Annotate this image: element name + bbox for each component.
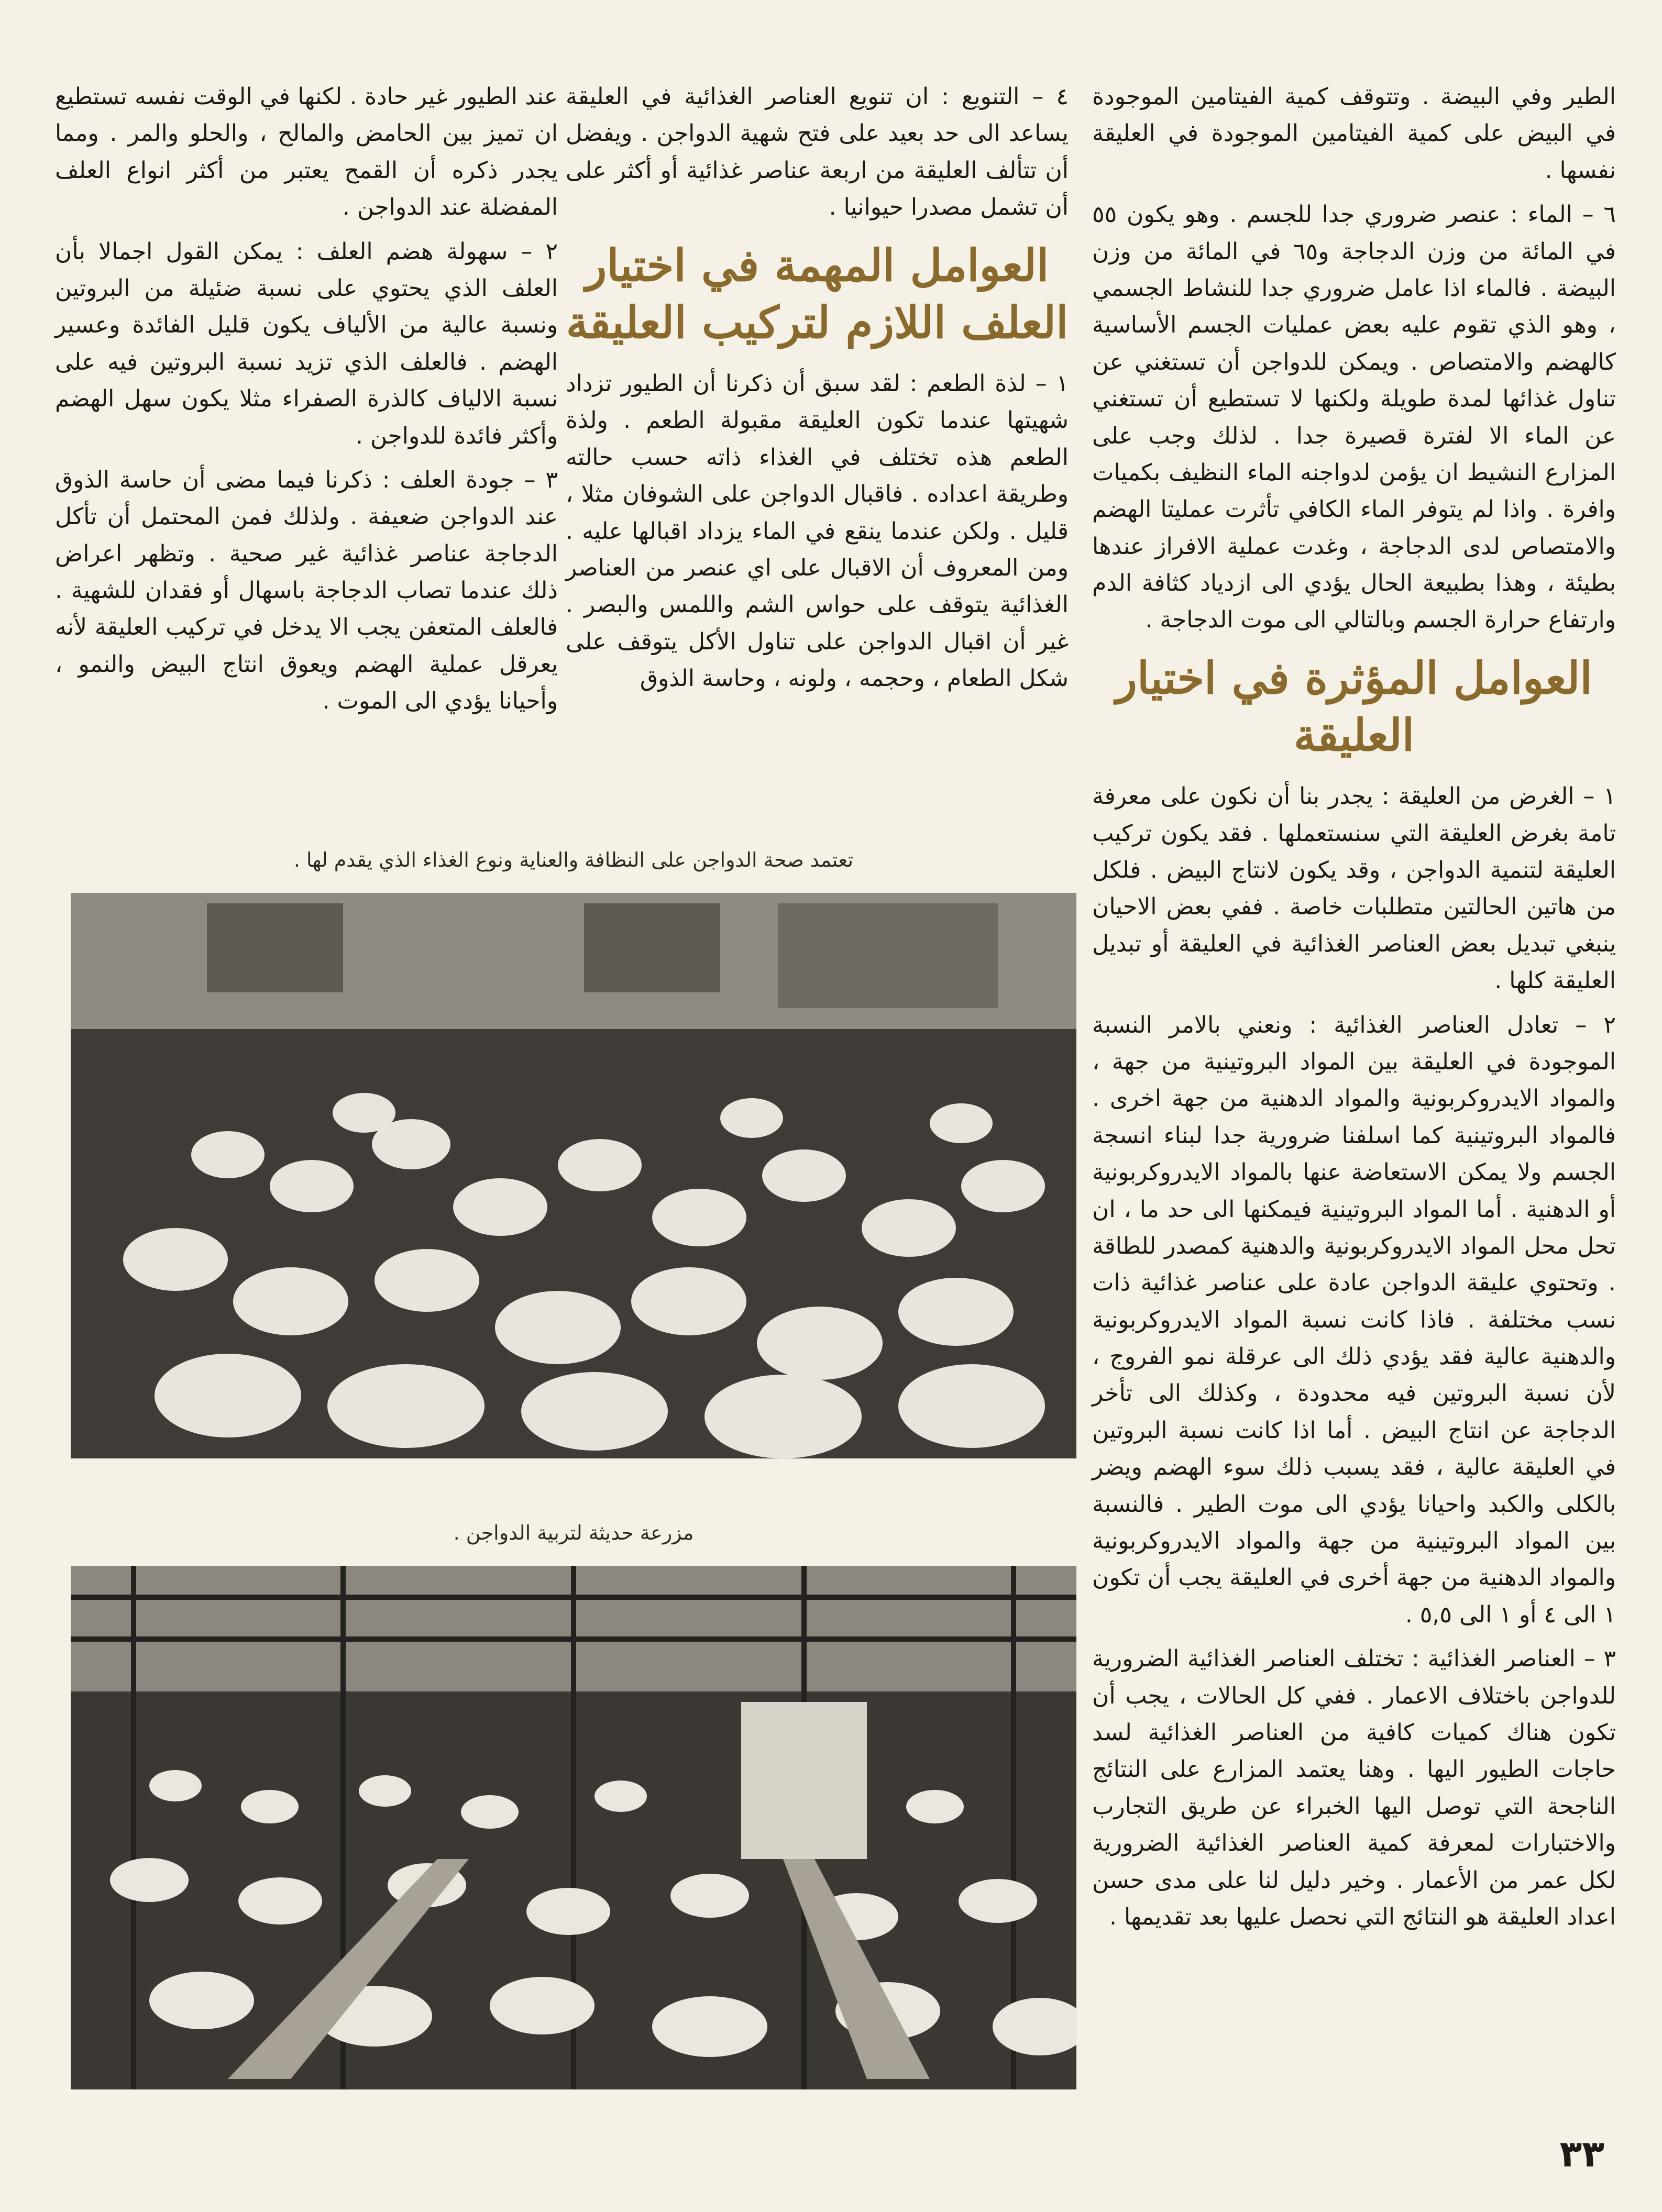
column-middle bbox=[566, 79, 1069, 704]
page-number: ٣٣ bbox=[1559, 2132, 1604, 2175]
photo-caption-modern-farm: مزرعة حديثة لتربية الدواجن . bbox=[453, 1521, 694, 1544]
paragraph: ٦ – الماء : عنصر ضروري جدا للجسم . وهو يكون ٥٥ في المائة من وزن الدجاجة و٦٥ في المائة من وزن البيضة . فالماء اذا عامل ضروري جدا للنشاط الجسمي ، وهو الذي تقوم عليه بعض عمليات الجسم الأساسية كالهضم والامتصاص . ويمكن للدواجن أن تستغني عن تناول غذائها لمدة طويلة ولكنها لا تستطيع أن تستغني عن الماء الا لفترة قصيرة جدا . لذلك وجب على المزارع النشيط ان يؤمن لدواجنه الماء النظيف بكميات وافرة . واذا لم يتوفر الماء الكافي تأثرت عمليتا الهضم والامتصاص لدى الدجاجة ، وغدت عملية الافراز عندها بطيئة ، وهذا بطبيعة الحال يؤدي الى ازدياد كثافة الدم وارتفاع حرارة الجسم وبالتالي الى موت الدجاجة . bbox=[1092, 201, 1616, 634]
section-heading-important-factors: العوامل المهمة في اختيار العلف اللازم لتركيب العليقة bbox=[566, 239, 1069, 348]
photo-modern-poultry-farm bbox=[71, 1566, 1076, 2089]
paragraph: ٣ – العناصر الغذائية : تختلف العناصر الغذائية الضرورية للدواجن باختلاف الاعمار . ففي كل الحالات ، يجب أن تكون هناك كميات كافية من العناصر الغذائية لسد حاجات الطيور اليها . وهنا يعتمد المزارع على النتائج الناجحة التي توصل اليها الخبراء عن طريق التجارب والاختبارات لمعرفة كمية العناصر الغذائية الضرورية لكل عمر من الأعمار . وخير دليل لنا على مدى حسن اعداد العليقة هو النتائج التي نحصل عليها بعد تقديمها . bbox=[1092, 1645, 1616, 1930]
paragraph: ٢ – تعادل العناصر الغذائية : ونعني بالامر النسبة الموجودة في العليقة بين المواد البروتينية من جهة ، والمواد الايدروكربونية والمواد الدهنية من جهة اخرى . فالمواد البروتينية كما اسلفنا ضرورية جدا لبناء انسجة الجسم ولا يمكن الاستعاضة عنها بالمواد الايدروكربونية أو الدهنية . أما المواد البروتينية فيمكنها الى حد ما ، ان تحل محل المواد الايدروكربونية والدهنية كمصدر للطاقة . وتحتوي عليقة الدواجن عادة على عناصر غذائية ذات نسب مختلفة . فاذا كانت نسبة المواد الايدروكربونية والدهنية عالية فقد يؤدي ذلك الى عرقلة نمو الفروج ، لأن نسبة البروتين فيه محدودة ، وكذلك الى تأخر الدجاجة عن انتاج البيض . أما اذا كانت نسبة البروتين في العليقة عالية ، فقد يسبب ذلك سوء الهضم ويضر بالكلى والكبد واحيانا يؤدي الى موت الطير . فالنسبة بين المواد البروتينية من جهة والمواد الايدروكربونية والمواد الدهنية من جهة أخرى في العليقة يجب أن تكون ١ الى ٤ أو ١ الى ٥,٥ . bbox=[1092, 1011, 1616, 1628]
paragraph: ١ – الغرض من العليقة : يجدر بنا أن نكون على معرفة تامة بغرض العليقة التي سنستعملها . فقد يكون تركيب العليقة لتنمية الدواجن ، وقد يكون لانتاج البيض . فلكل من هاتين الحالتين متطلبات خاصة . ففي بعض الاحيان ينبغي تبديل بعض العناصر الغذائية في العليقة أو تبديل العليقة كلها . bbox=[1092, 783, 1616, 994]
paragraph: ٤ – التنويع : ان تنويع العناصر الغذائية في العليقة يساعد الى حد بعيد على فتح شهية الدواجن . ويفضل أن تتألف العليقة من اربعة عناصر غذائية أو أكثر على أن تشمل مصدرا حيوانيا . bbox=[566, 83, 1069, 221]
paragraph: ٢ – سهولة هضم العلف : يمكن القول اجمالا بأن العلف الذي يحتوي على نسبة ضئيلة من البروتين ونسبة عالية من الألياف يكون قليل الفائدة وعسير الهضم . فالعلف الذي تزيد نسبة البروتين فيه على نسبة الالياف كالذرة الصفراء مثلا يكون سهل الهضم وأكثر فائدة للدواجن . bbox=[55, 238, 558, 449]
paragraph: ١ – لذة الطعم : لقد سبق أن ذكرنا أن الطيور تزداد شهيتها عندما تكون العليقة مقبولة الطعم . ولذة الطعم هذه تختلف في الغذاء ذاته حسب حالته وطريقة اعداده . فاقبال الدواجن على الشوفان مثلا ، قليل . ولكن عندما ينقع في الماء يزداد اقبالها عليه . ومن المعروف أن الاقبال على اي عنصر من العناصر الغذائية يتوقف على حواس الشم واللمس والبصر . غير أن اقبال الدواجن على تناول الأكل يتوقف على شكل الطعام ، وحجمه ، ولونه ، وحاسة الذوق bbox=[566, 370, 1069, 692]
column-right bbox=[1092, 79, 1616, 1943]
photo-caption-health: تعتمد صحة الدواجن على النظافة والعناية ونوع الغذاء الذي يقدم لها . bbox=[293, 848, 854, 871]
section-heading-feed-selection-factors: العوامل المؤثرة في اختيار العليقة bbox=[1116, 651, 1592, 761]
paragraph: عند الطيور غير حادة . لكنها في الوقت نفسه تستطيع ان تميز بين الحامض والمالح ، والحلو والمر . ومما يجدر ذكره أن القمح يعتبر من أكثر انواع العلف المفضلة عند الدواجن . bbox=[55, 83, 558, 221]
paragraph: ٣ – جودة العلف : ذكرنا فيما مضى أن حاسة الذوق عند الدواجن ضعيفة . ولذلك فمن المحتمل أن تأكل الدجاجة عناصر غذائية غير صحية . وتظهر اعراض ذلك عندما تصاب الدجاجة باسهال أو فقدان للشهية . فالعلف المتعفن يجب الا يدخل في تركيب العليقة لأنه يعرقل عملية الهضم ويعوق انتاج البيض والنمو ، وأحيانا يؤدي الى الموت . bbox=[55, 466, 558, 715]
photo-chickens-free-range bbox=[71, 893, 1076, 1458]
paragraph: الطير وفي البيضة . وتتوقف كمية الفيتامين الموجودة في البيض على كمية الفيتامين الموجودة في العليقة نفسها . bbox=[1092, 83, 1616, 184]
column-left bbox=[55, 79, 558, 727]
